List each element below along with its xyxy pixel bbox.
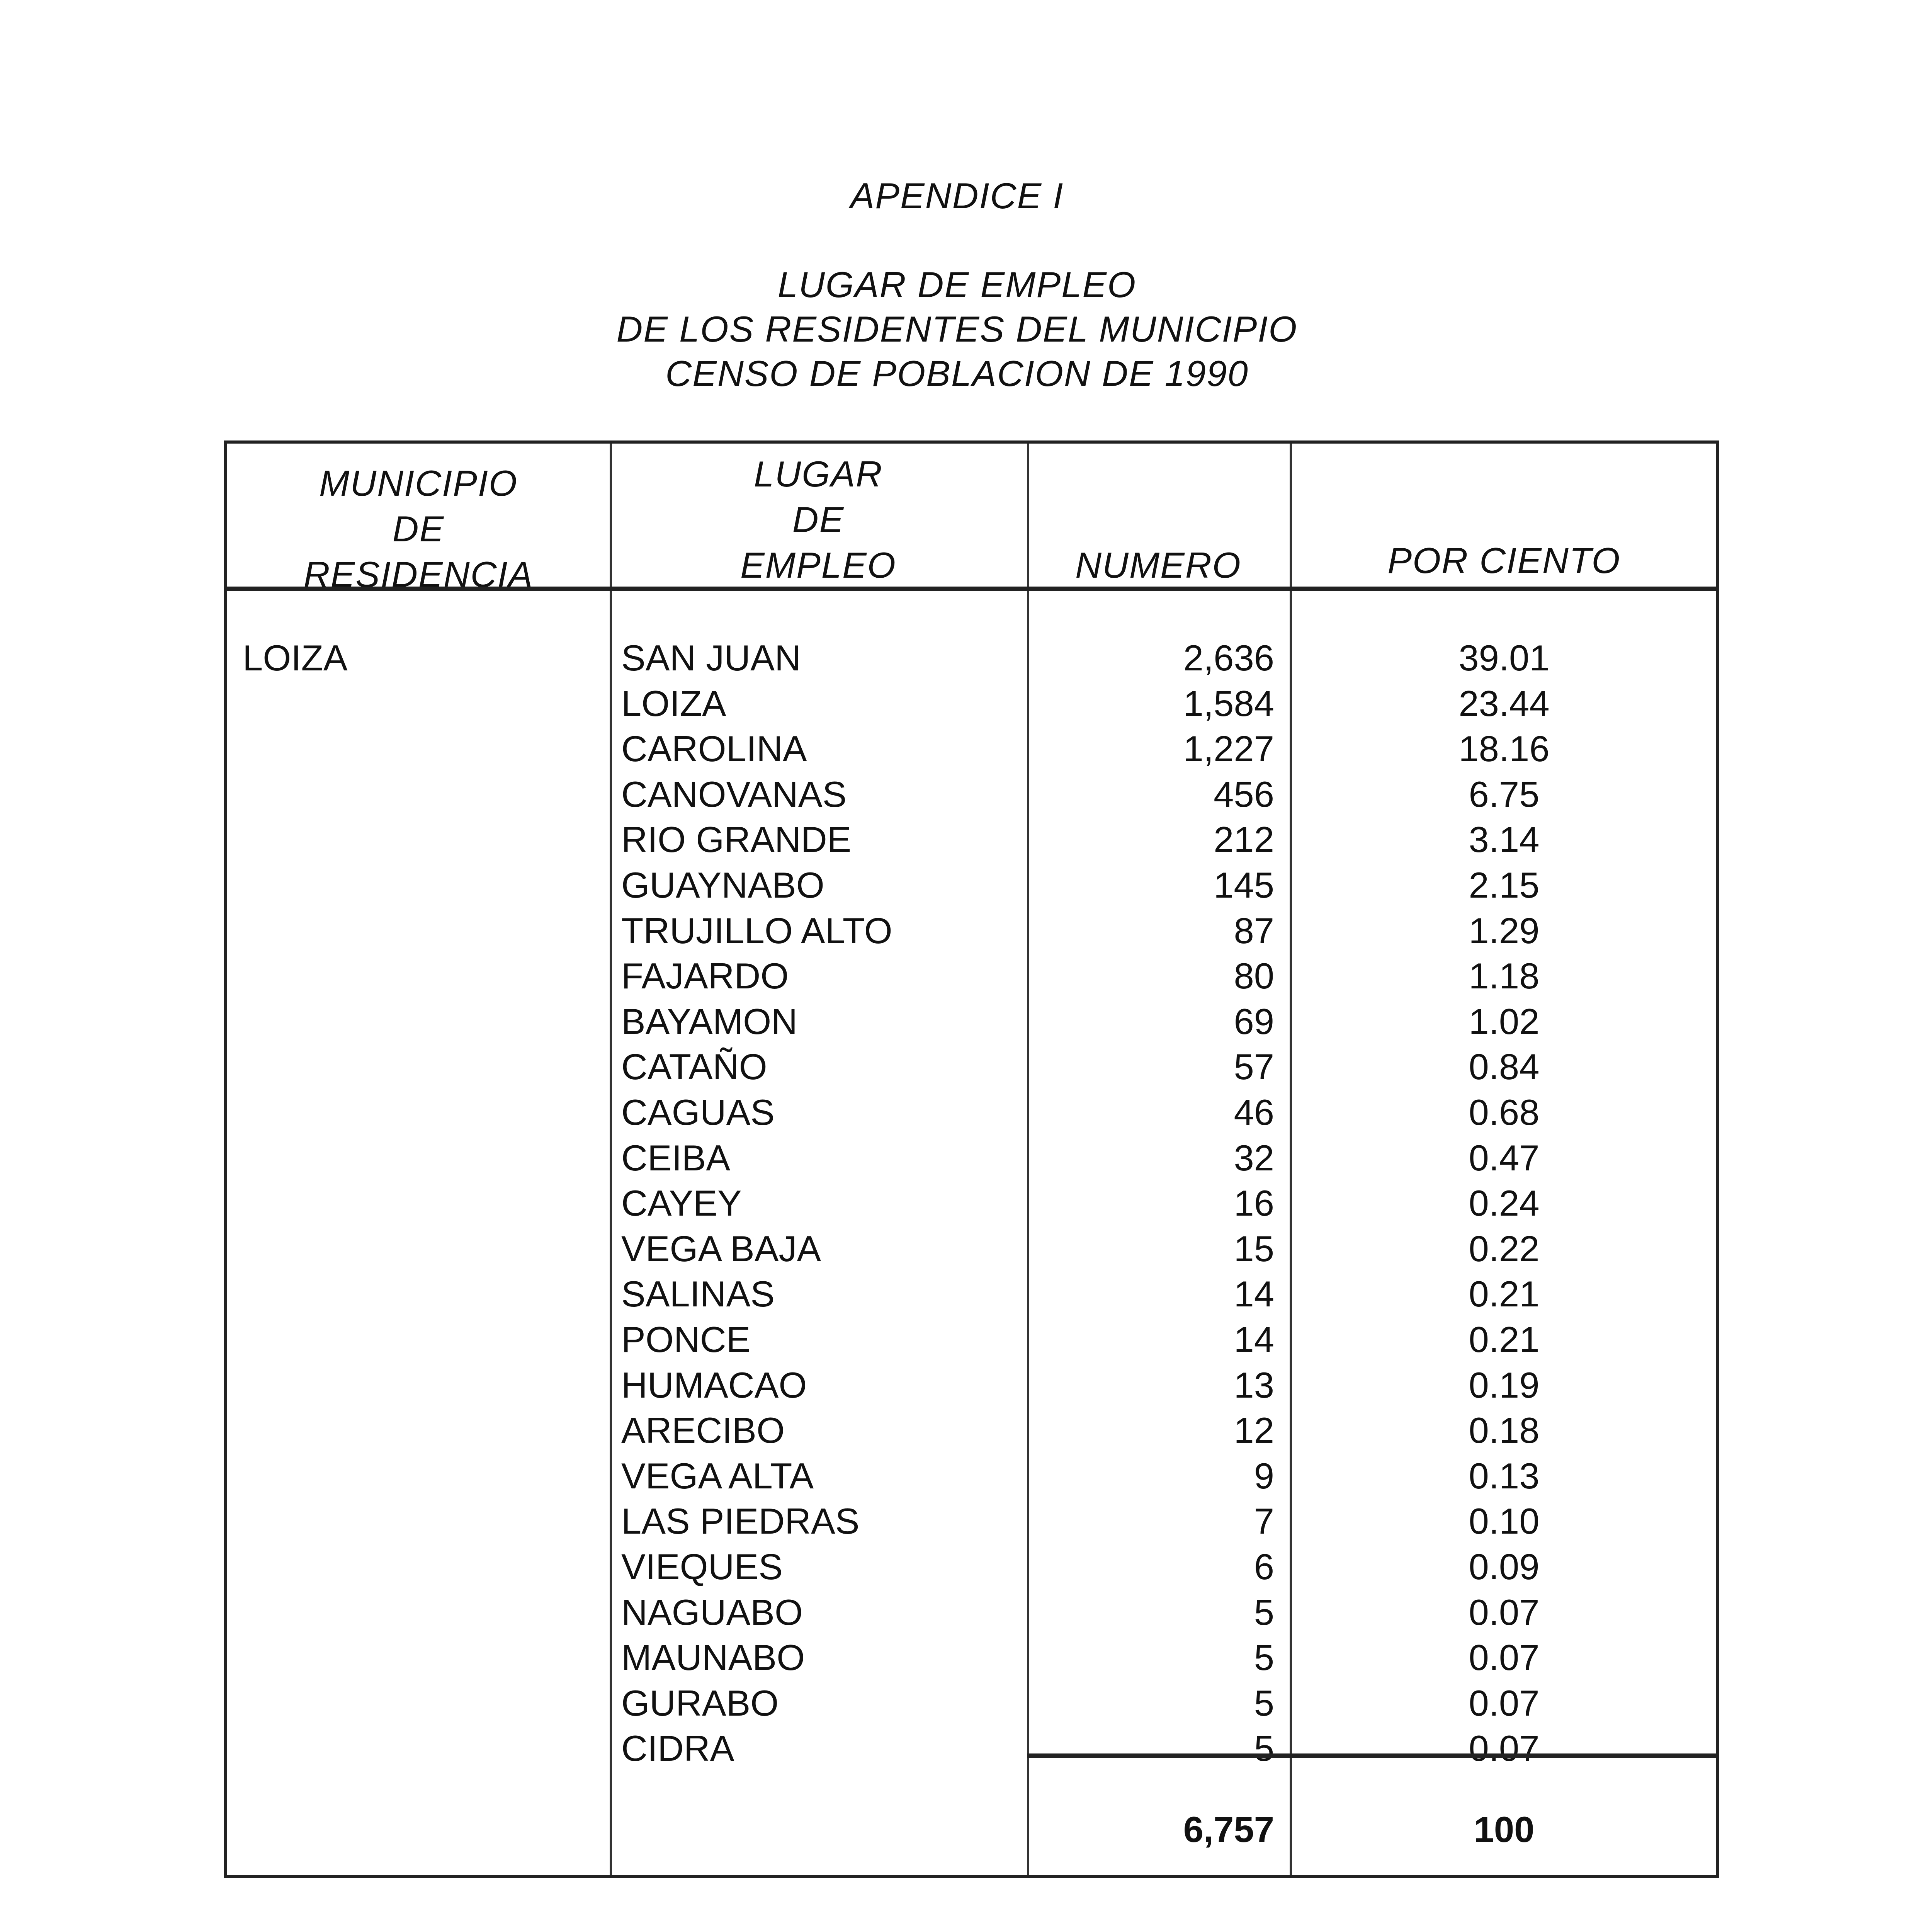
employment-place-cell: CIDRA <box>621 1728 734 1769</box>
number-cell: 87 <box>1234 910 1274 951</box>
number-cell: 14 <box>1234 1274 1274 1314</box>
total-rule <box>1027 1753 1716 1758</box>
residence-cell: LOIZA <box>243 638 348 678</box>
employment-place-cell: GURABO <box>621 1683 779 1723</box>
number-cell: 15 <box>1234 1228 1274 1269</box>
title-line-1: LUGAR DE EMPLEO <box>777 264 1137 305</box>
number-cell: 57 <box>1234 1046 1274 1087</box>
title-line-2: DE LOS RESIDENTES DEL MUNICIPIO <box>616 309 1298 349</box>
number-cell: 5 <box>1254 1683 1274 1723</box>
number-cell: 1,584 <box>1183 683 1274 724</box>
employment-place-cell: CATAÑO <box>621 1046 767 1087</box>
header-municipio-residencia: MUNICIPIO DE RESIDENCIA <box>303 463 534 595</box>
employment-place-cell: LOIZA <box>621 683 726 724</box>
percent-cell: 39.01 <box>1458 638 1550 678</box>
percent-cell: 0.84 <box>1469 1046 1540 1087</box>
employment-place-cell: FAJARDO <box>621 956 789 996</box>
percent-cell: 0.21 <box>1469 1319 1540 1360</box>
percent-cell: 0.10 <box>1469 1501 1540 1541</box>
percent-cell: 0.07 <box>1469 1592 1540 1633</box>
employment-place-cell: TRUJILLO ALTO <box>621 910 892 951</box>
percent-cell: 0.09 <box>1469 1546 1540 1587</box>
percent-cell: 6.75 <box>1469 774 1540 815</box>
total-number: 6,757 <box>1183 1809 1274 1850</box>
number-cell: 456 <box>1214 774 1274 815</box>
employment-place-cell: LAS PIEDRAS <box>621 1501 860 1541</box>
total-percent: 100 <box>1474 1809 1535 1850</box>
number-cell: 5 <box>1254 1728 1274 1769</box>
percent-cell: 3.14 <box>1469 819 1540 860</box>
employment-place-cell: ARECIBO <box>621 1410 785 1451</box>
percent-cell: 0.07 <box>1469 1637 1540 1678</box>
header-numero: NUMERO <box>1075 545 1241 585</box>
employment-place-cell: VEGA BAJA <box>621 1228 821 1269</box>
employment-place-cell: CEIBA <box>621 1138 731 1178</box>
header-rule <box>227 587 1716 591</box>
percent-cell: 23.44 <box>1458 683 1550 724</box>
percent-cell: 1.02 <box>1469 1001 1540 1042</box>
percent-cell: 0.07 <box>1469 1728 1540 1769</box>
employment-place-cell: NAGUABO <box>621 1592 803 1633</box>
number-cell: 32 <box>1234 1138 1274 1178</box>
percent-cell: 0.21 <box>1469 1274 1540 1314</box>
number-cell: 16 <box>1234 1183 1274 1223</box>
column-divider-1 <box>610 444 612 1875</box>
percent-cell: 0.07 <box>1469 1683 1540 1723</box>
employment-place-cell: RIO GRANDE <box>621 819 852 860</box>
number-cell: 6 <box>1254 1546 1274 1587</box>
percent-cell: 0.13 <box>1469 1456 1540 1496</box>
employment-place-cell: VEGA ALTA <box>621 1456 814 1496</box>
number-cell: 12 <box>1234 1410 1274 1451</box>
percent-cell: 1.18 <box>1469 956 1540 996</box>
number-cell: 80 <box>1234 956 1274 996</box>
employment-place-cell: CAGUAS <box>621 1092 775 1133</box>
number-cell: 69 <box>1234 1001 1274 1042</box>
employment-table <box>224 440 1719 1878</box>
number-cell: 212 <box>1214 819 1274 860</box>
employment-place-cell: VIEQUES <box>621 1546 783 1587</box>
employment-place-cell: HUMACAO <box>621 1365 807 1405</box>
percent-cell: 1.29 <box>1469 910 1540 951</box>
percent-cell: 0.22 <box>1469 1228 1540 1269</box>
employment-place-cell: GUAYNABO <box>621 865 824 905</box>
employment-place-cell: CANOVANAS <box>621 774 847 815</box>
employment-place-cell: CAROLINA <box>621 728 807 769</box>
percent-cell: 0.19 <box>1469 1365 1540 1405</box>
employment-place-cell: CAYEY <box>621 1183 742 1223</box>
number-cell: 2,636 <box>1183 638 1274 678</box>
number-cell: 14 <box>1234 1319 1274 1360</box>
number-cell: 9 <box>1254 1456 1274 1496</box>
number-cell: 7 <box>1254 1501 1274 1541</box>
number-cell: 46 <box>1234 1092 1274 1133</box>
percent-cell: 0.68 <box>1469 1092 1540 1133</box>
employment-place-cell: SAN JUAN <box>621 638 801 678</box>
number-cell: 13 <box>1234 1365 1274 1405</box>
percent-cell: 0.24 <box>1469 1183 1540 1223</box>
header-lugar-empleo: LUGAR DE EMPLEO <box>740 454 896 585</box>
title-line-3: CENSO DE POBLACION DE 1990 <box>665 353 1249 394</box>
employment-place-cell: SALINAS <box>621 1274 775 1314</box>
employment-place-cell: PONCE <box>621 1319 751 1360</box>
percent-cell: 2.15 <box>1469 865 1540 905</box>
header-por-ciento: POR CIENTO <box>1387 540 1621 581</box>
employment-place-cell: MAUNABO <box>621 1637 805 1678</box>
percent-cell: 18.16 <box>1458 728 1550 769</box>
employment-place-cell: BAYAMON <box>621 1001 798 1042</box>
appendix-title: APENDICE I <box>850 175 1064 216</box>
number-cell: 5 <box>1254 1637 1274 1678</box>
percent-cell: 0.18 <box>1469 1410 1540 1451</box>
number-cell: 145 <box>1214 865 1274 905</box>
number-cell: 5 <box>1254 1592 1274 1633</box>
percent-cell: 0.47 <box>1469 1138 1540 1178</box>
number-cell: 1,227 <box>1183 728 1274 769</box>
